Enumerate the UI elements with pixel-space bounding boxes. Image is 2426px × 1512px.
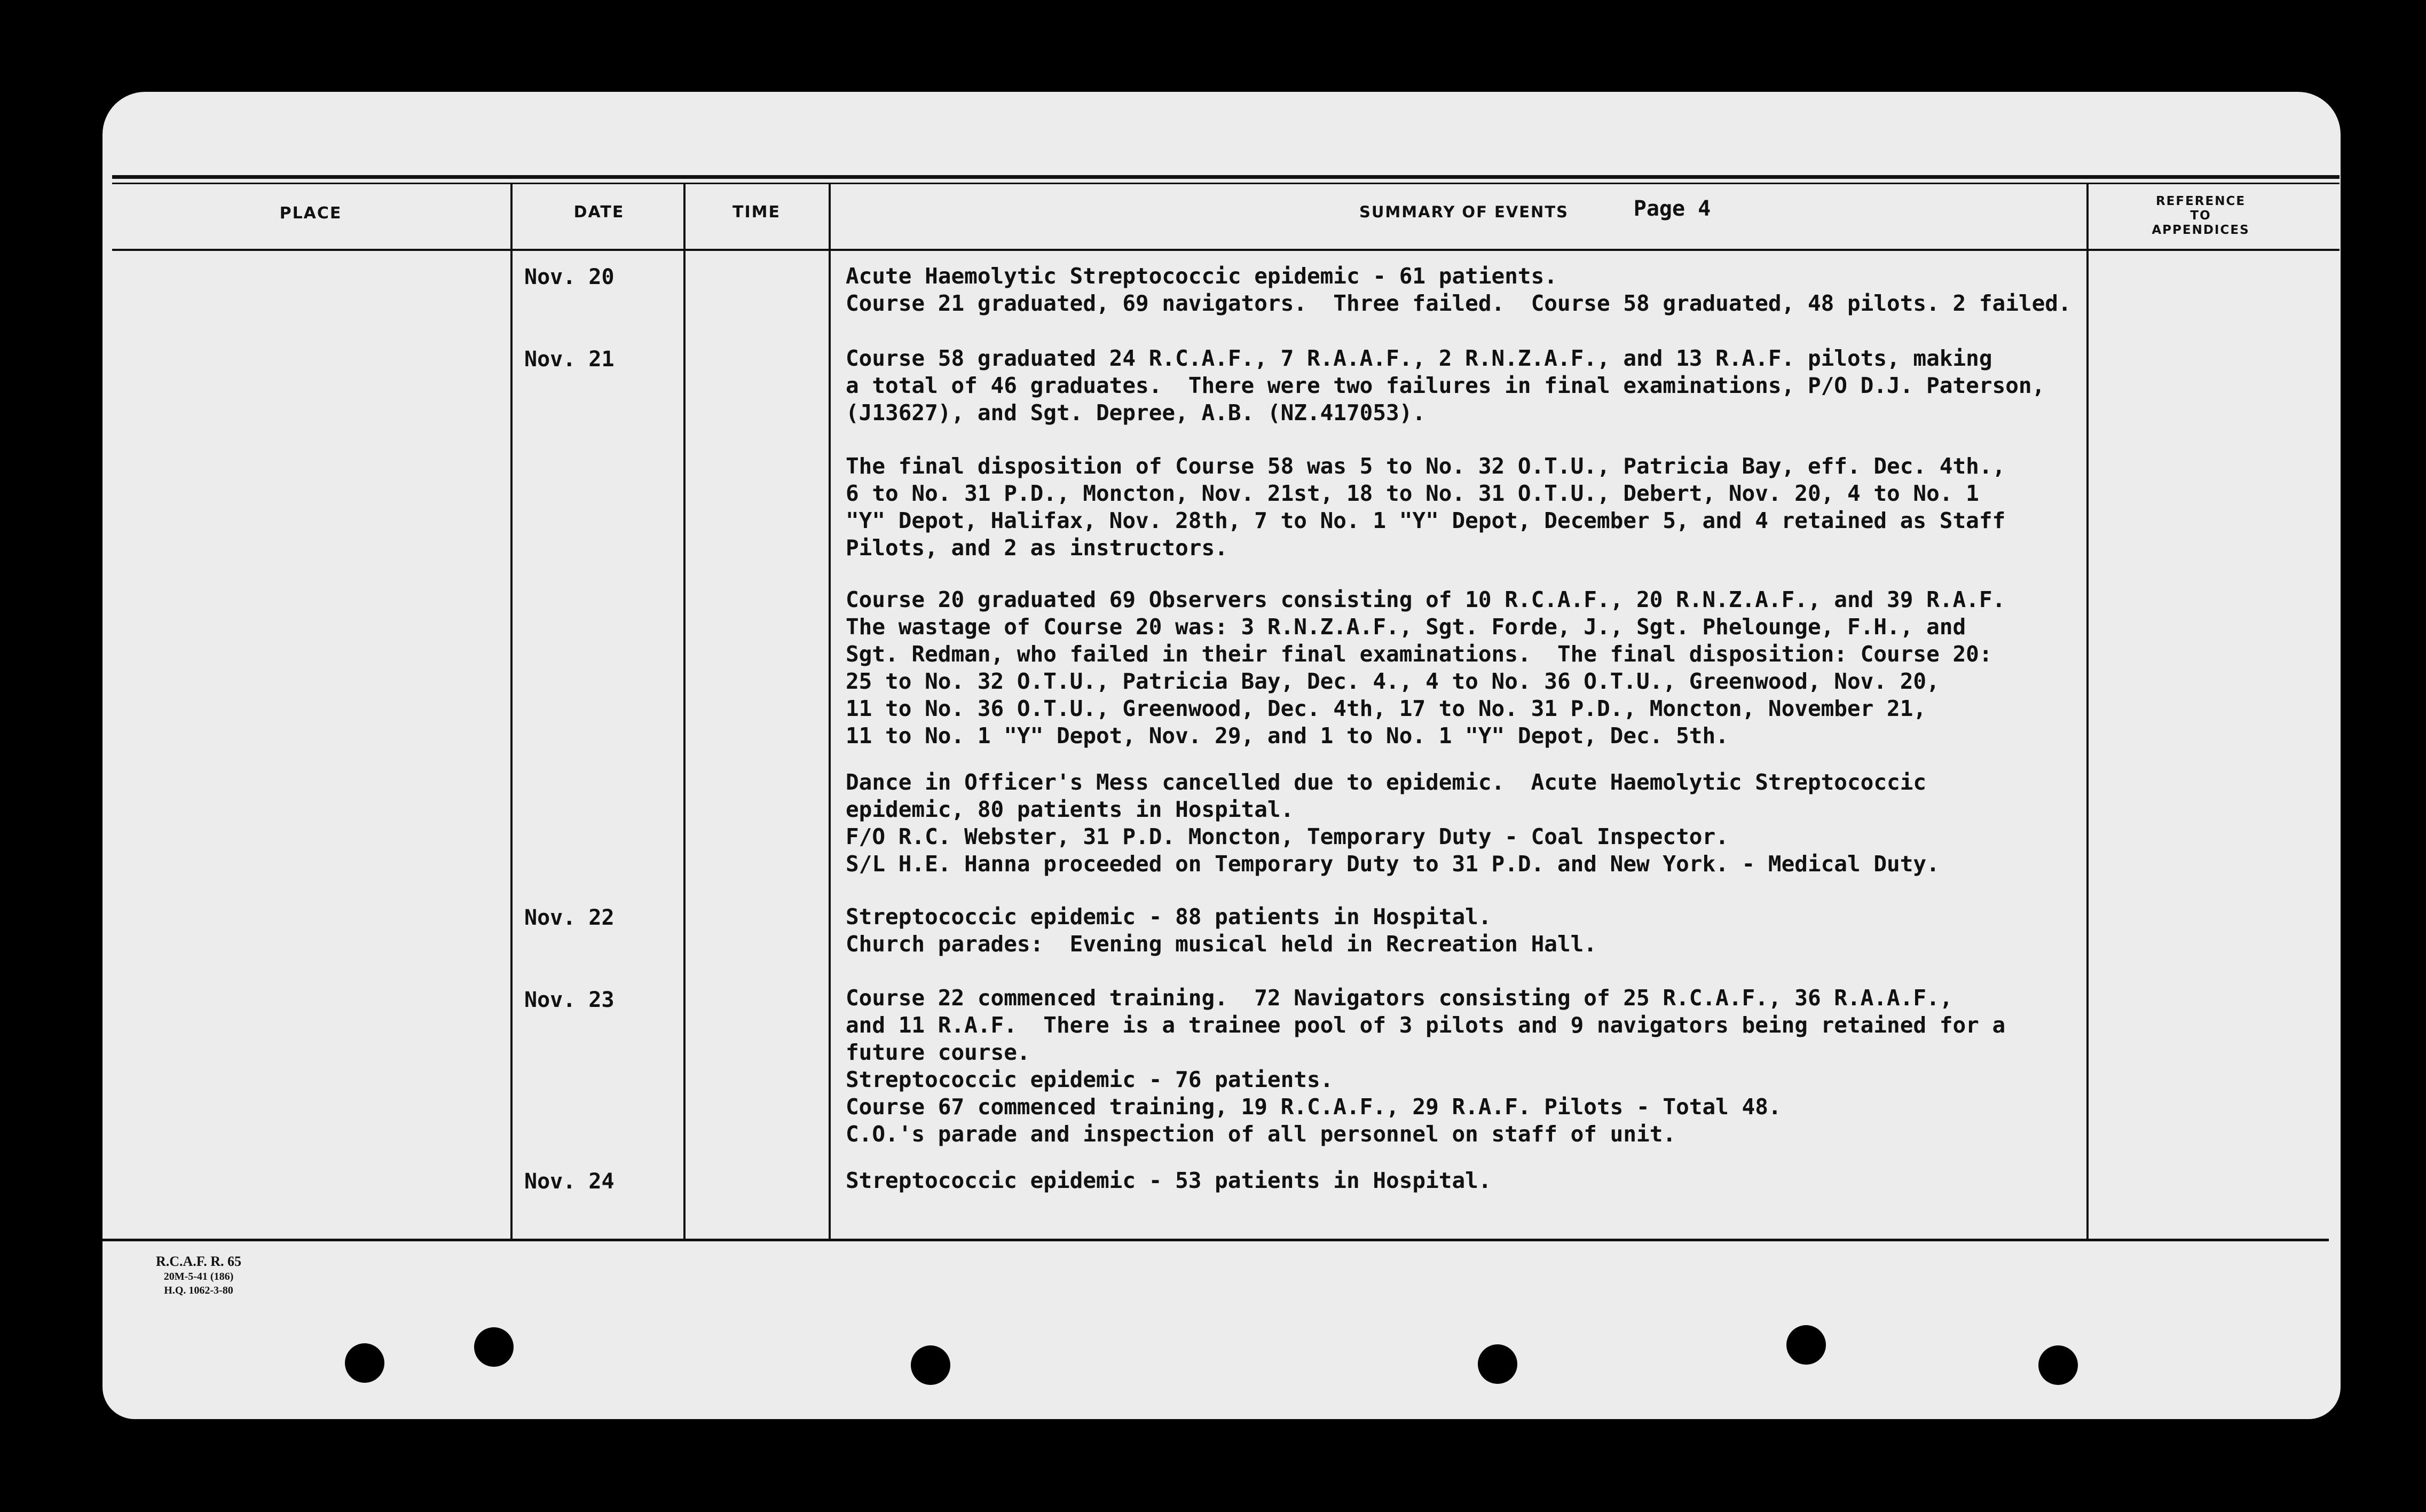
column-rule-date-time bbox=[683, 184, 686, 1240]
binder-hole bbox=[1478, 1344, 1517, 1384]
time-header: TIME bbox=[732, 203, 781, 222]
column-rule-summary-reference bbox=[2086, 184, 2089, 1240]
form-card bbox=[103, 92, 2341, 1419]
binder-hole bbox=[345, 1343, 384, 1383]
header-bottom-rule bbox=[112, 249, 2340, 251]
entry-date-nov-20: Nov. 20 bbox=[524, 265, 615, 289]
event-paragraph: Streptococcic epidemic - 53 patients in Hospital. bbox=[846, 1168, 1492, 1193]
place-header: PLACE bbox=[279, 204, 342, 223]
binder-hole bbox=[2038, 1345, 2078, 1385]
form-number: R.C.A.F. R. 65 bbox=[155, 1254, 242, 1269]
summary-header: SUMMARY OF EVENTS bbox=[1359, 203, 1569, 221]
top-double-rule-1 bbox=[112, 175, 2340, 179]
event-paragraph: Course 58 graduated 24 R.C.A.F., 7 R.A.A.F., 2 R.N.Z.A.F., and 13 R.A.F. pilots, making a total of 46 graduates. There were two failures in final examinations, P/O D.J. Paterson, (J13627), and Sgt. Depree, A.B. (NZ.417053). bbox=[846, 345, 2045, 426]
entry-date-nov-22: Nov. 22 bbox=[524, 905, 615, 930]
top-double-rule-2 bbox=[112, 183, 2340, 184]
event-paragraph: Streptococcic epidemic - 88 patients in Hospital. Church parades: Evening musical held in Recreation Hall. bbox=[846, 904, 1597, 957]
form-print-code: 20M-5-41 (186) bbox=[163, 1271, 234, 1282]
event-paragraph: Course 20 graduated 69 Observers consisting of 10 R.C.A.F., 20 R.N.Z.A.F., and 39 R.A.F. The wastage of Course 20 was: 3 R.N.Z.A.F., Sgt. Forde, J., Sgt. Phelounge, F.H., and Sgt. Redman, who failed in their final examinations. The final disposition: Course 20: 25 to No. 32 O.T.U., Patricia Bay, Dec. 4., 4 to No. 36 O.T.U., Greenwood, Nov. 20, 11 to No. 36 O.T.U., Greenwood, Dec. 4th, 17 to No. 31 P.D., Moncton, November 21, 11 to No. 1 "Y" Depot, Nov. 29, and 1 to No. 1 "Y" Depot, Dec. 5th. bbox=[846, 587, 2006, 749]
event-paragraph: Acute Haemolytic Streptococcic epidemic - 61 patients. Course 21 graduated, 69 navigators. Three failed. Course 58 graduated, 48 pilots. 2 failed. bbox=[846, 263, 2071, 316]
column-rule-time-summary bbox=[829, 184, 831, 1240]
event-paragraph: The final disposition of Course 58 was 5 to No. 32 O.T.U., Patricia Bay, eff. Dec. 4th., 6 to No. 31 P.D., Moncton, Nov. 21st, 18 to No. 31 O.T.U., Debert, Nov. 20, 4 to No. 1 "Y" Depot, Halifax, Nov. 28th, 7 to No. 1 "Y" Depot, December 5, and 4 retained as Staff Pilots, and 2 as instructors. bbox=[846, 453, 2006, 561]
form-hq-code: H.Q. 1062-3-80 bbox=[164, 1285, 233, 1296]
event-paragraph: Course 22 commenced training. 72 Navigators consisting of 25 R.C.A.F., 36 R.A.A.F., and 11 R.A.F. There is a trainee pool of 3 pilots and 9 navigators being retained for a future course. Streptococcic epidemic - 76 patients. Course 67 commenced training, 19 R.C.A.F., 29 R.A.F. Pilots - Total 48. C.O.'s parade and inspection of all personnel on staff of unit. bbox=[846, 985, 2006, 1147]
page-number: Page 4 bbox=[1633, 196, 1711, 221]
date-header: DATE bbox=[573, 203, 625, 222]
entry-date-nov-21: Nov. 21 bbox=[524, 347, 615, 372]
event-paragraph: Dance in Officer's Mess cancelled due to epidemic. Acute Haemolytic Streptococcic epidemic, 80 patients in Hospital. F/O R.C. Webster, 31 P.D. Moncton, Temporary Duty - Coal Inspector. S/L H.E. Hanna proceeded on Temporary Duty to 31 P.D. and New York. - Medical Duty. bbox=[846, 769, 1940, 877]
footer-rule bbox=[103, 1239, 2329, 1241]
reference-header: REFERENCE TO APPENDICES bbox=[2152, 194, 2250, 237]
binder-hole bbox=[474, 1327, 514, 1367]
binder-hole bbox=[1786, 1325, 1826, 1365]
entry-date-nov-23: Nov. 23 bbox=[524, 988, 615, 1012]
entry-date-nov-24: Nov. 24 bbox=[524, 1169, 615, 1194]
column-rule-place-date bbox=[510, 184, 513, 1240]
binder-hole bbox=[911, 1345, 950, 1385]
